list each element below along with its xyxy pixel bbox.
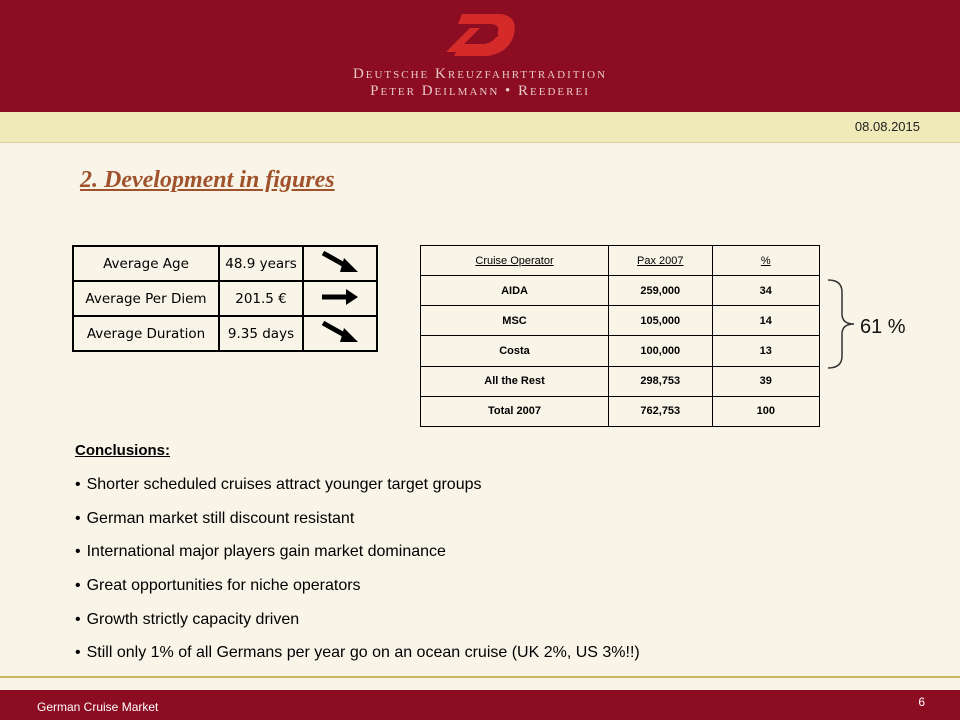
table-cell: 100,000 bbox=[609, 336, 713, 366]
column-header: Pax 2007 bbox=[609, 246, 713, 276]
stat-value: 201.5 € bbox=[219, 281, 303, 316]
conclusions-list bbox=[75, 474, 640, 676]
slide-title: 2. Development in figures bbox=[80, 167, 335, 193]
table-row bbox=[421, 366, 820, 396]
stat-label: Average Age bbox=[73, 246, 219, 281]
cruise-operators-table bbox=[420, 245, 820, 427]
list-item: • Still only 1% of all Germans per year go on an ocean cruise (UK 2%, US 3%!!) bbox=[75, 642, 640, 676]
table-cell: 105,000 bbox=[609, 306, 713, 336]
table-cell: 259,000 bbox=[609, 276, 713, 306]
arrow-down-right-icon bbox=[320, 320, 360, 344]
stats-row bbox=[73, 316, 377, 351]
table-row bbox=[421, 306, 820, 336]
right-brace-icon bbox=[826, 278, 856, 370]
table-cell: 100 bbox=[712, 396, 819, 426]
column-header: % bbox=[712, 246, 819, 276]
slide-date: 08.08.2015 bbox=[854, 119, 920, 134]
stats-row bbox=[73, 281, 377, 316]
list-item: • International major players gain market dominance bbox=[75, 541, 640, 575]
company-name-line1: Deutsche Kreuzfahrttradition bbox=[352, 66, 608, 82]
footer-bar bbox=[0, 690, 960, 720]
table-cell: MSC bbox=[421, 306, 609, 336]
stat-value: 9.35 days bbox=[219, 316, 303, 351]
table-cell: 34 bbox=[712, 276, 819, 306]
footer-label: German Cruise Market bbox=[37, 700, 159, 714]
company-logo-icon bbox=[440, 10, 520, 62]
stat-value: 48.9 years bbox=[219, 246, 303, 281]
table-row bbox=[421, 336, 820, 366]
stat-label: Average Duration bbox=[73, 316, 219, 351]
market-share-note: 61 % bbox=[860, 316, 906, 338]
table-cell: Total 2007 bbox=[421, 396, 609, 426]
trend-cell bbox=[303, 246, 377, 281]
conclusions-heading: Conclusions: bbox=[75, 442, 171, 459]
footer-divider bbox=[0, 676, 960, 678]
table-cell: 13 bbox=[712, 336, 819, 366]
table-cell: AIDA bbox=[421, 276, 609, 306]
table-row bbox=[421, 276, 820, 306]
arrow-right-icon bbox=[320, 285, 360, 309]
list-item: • Growth strictly capacity driven bbox=[75, 609, 640, 643]
table-cell: Costa bbox=[421, 336, 609, 366]
table-cell: 298,753 bbox=[609, 366, 713, 396]
company-name-line2: Peter Deilmann • Reederei bbox=[370, 83, 590, 99]
table-header-row bbox=[421, 246, 820, 276]
stats-table bbox=[72, 245, 378, 352]
date-band bbox=[0, 112, 960, 143]
table-cell: 39 bbox=[712, 366, 819, 396]
trend-cell bbox=[303, 281, 377, 316]
page-number: 6 bbox=[918, 695, 925, 709]
trend-cell bbox=[303, 316, 377, 351]
table-row-total bbox=[421, 396, 820, 426]
table-cell: 762,753 bbox=[609, 396, 713, 426]
column-header: Cruise Operator bbox=[421, 246, 609, 276]
list-item: • Great opportunities for niche operators bbox=[75, 575, 640, 609]
list-item: • Shorter scheduled cruises attract younger target groups bbox=[75, 474, 640, 508]
table-cell: All the Rest bbox=[421, 366, 609, 396]
table-cell: 14 bbox=[712, 306, 819, 336]
stat-label: Average Per Diem bbox=[73, 281, 219, 316]
arrow-down-right-icon bbox=[320, 250, 360, 274]
header-banner bbox=[0, 0, 960, 112]
stats-row bbox=[73, 246, 377, 281]
list-item: • German market still discount resistant bbox=[75, 508, 640, 542]
